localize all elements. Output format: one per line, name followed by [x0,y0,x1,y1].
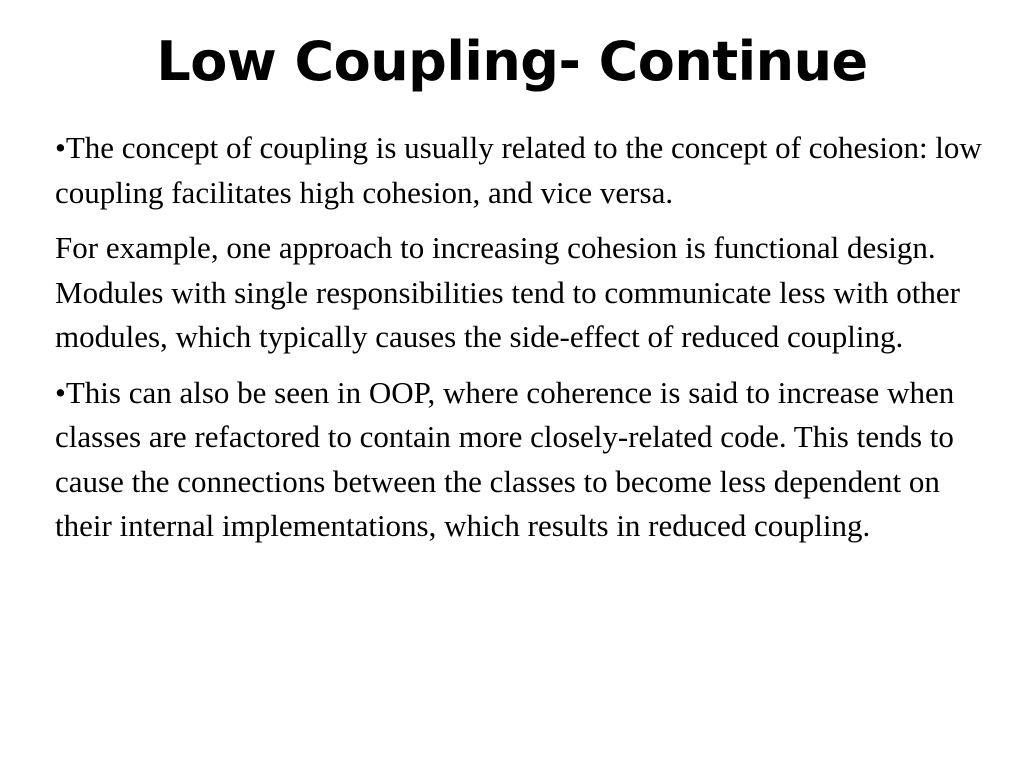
paragraph-functional-design: For example, one approach to increasing cohesion is functional design. Modules with single responsibilities tend to communicate less with other modules, which typically causes the side-effect of reduced coupling. [55,230,960,354]
paragraph-oop-coherence: •This can also be seen in OOP, where coherence is said to increase when classes are refactored to contain more closely-related code. This tends to cause the connections between the classes to become less dependent on their internal implementations, which results in reduced coupling. [55,374,955,543]
slide-body [55,126,985,560]
paragraph-coupling-cohesion: •The concept of coupling is usually related to the concept of cohesion: low coupling facilitates high cohesion, and vice versa. [55,130,982,210]
slide-title: Low Coupling- Continue [156,30,868,93]
